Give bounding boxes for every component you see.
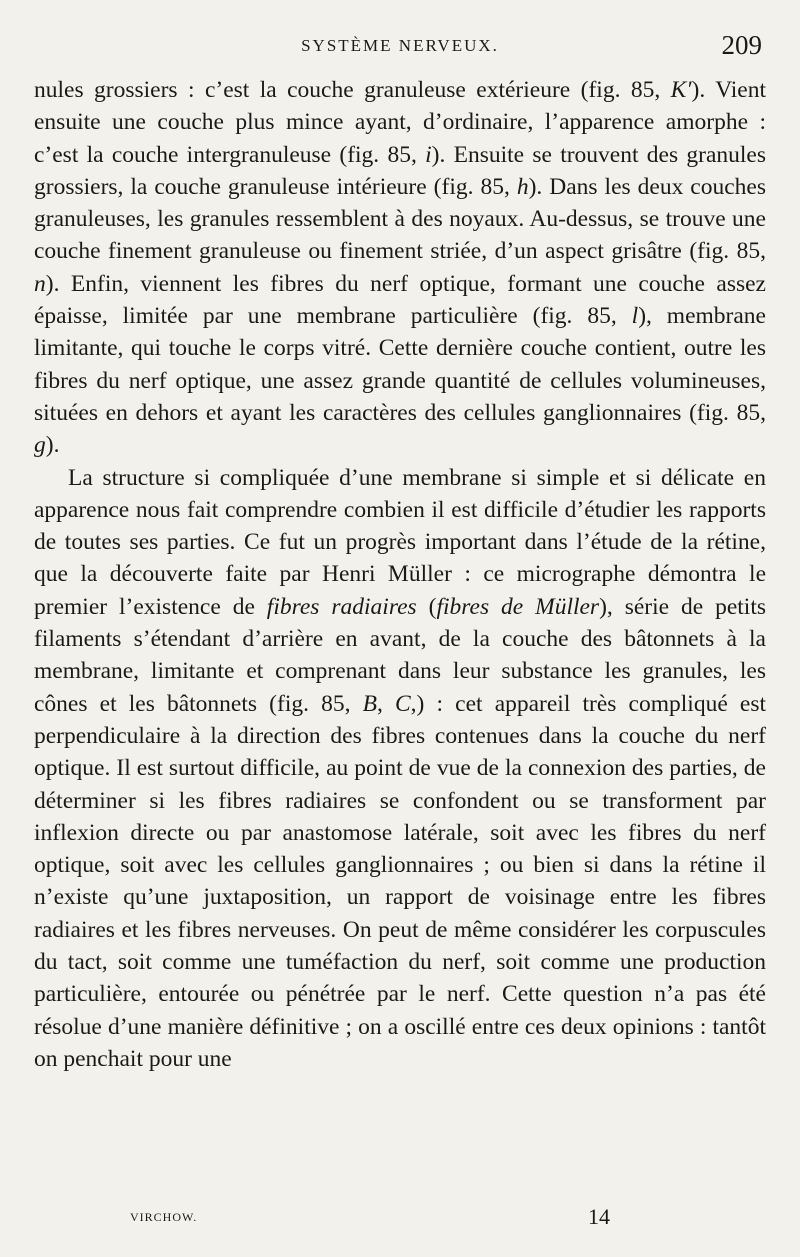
running-head: SYSTÈME NERVEUX. — [301, 36, 499, 55]
sheet-number: 14 — [588, 1204, 610, 1229]
italic-segment: fibres radiaires — [266, 593, 417, 620]
paragraph-2 — [34, 462, 766, 1076]
text-segment: La structure si compliquée d’une membrane si simple et si délicate en apparence nous fait comprendre combien il est difficile d’étudier les rapports de toutes ses parties. Ce fut un progrès important dans l’étude de la rétine, que la découverte faite par Henri Müller : ce micrographe démontra le premier l’existence de — [34, 464, 766, 620]
paragraph-1 — [34, 74, 766, 462]
italic-segment: g — [34, 432, 46, 459]
italic-segment: K′ — [670, 77, 692, 103]
italic-segment: B — [362, 690, 377, 717]
text-segment: ), série de petits filaments s’étendant d’arrière en avant, de la couche des bâtonnets à la membrane, limitante et comprenant dans leur substance les granules, les cônes et les bâtonnets (fig. 85, — [34, 593, 766, 717]
page-number: 209 — [721, 30, 762, 60]
italic-segment: C — [394, 690, 411, 717]
text-segment: ). Vient ensuite une couche plus mince ayant, d’ordinaire, l’apparence amorphe : c’est la couche intergranuleuse (fig. 85, — [34, 77, 766, 168]
signature-mark: VIRCHOW. — [130, 1210, 198, 1224]
text-segment: ). Dans les deux couches granuleuses, les granules ressemblent à des noyaux. Au-dessus, se trouve une couche finement granuleuse ou finement striée, d’un aspect grisâtre (fig. 85, — [34, 173, 766, 265]
text-segment: ). Enfin, viennent les fibres du nerf optique, formant une couche assez épaisse, limitée par une membrane particulière (fig. 85, — [34, 270, 766, 330]
body-text — [34, 74, 766, 1075]
page-footer — [34, 1204, 766, 1234]
text-segment: ). — [45, 432, 60, 459]
text-segment: ), membrane limitante, qui touche le corps vitré. Cette dernière couche contient, outre les fibres du nerf optique, une assez grande quantité de cellules volumineuses, situées en dehors et ayant les caractères des cellules ganglionnaires (fig. 85, — [34, 303, 766, 426]
italic-segment: h — [516, 173, 529, 200]
text-segment: ,) : cet appareil très compliqué est perpendiculaire à la direction des fibres contenues dans la couche du nerf optique. Il est surtout difficile, au point de vue de la connexion des parties, de déterminer si les fibres radiaires se confondent ou se transforment par inflexion directe ou par anastomose latérale, soit avec les fibres du nerf optique, soit avec les cellules ganglionnaires ; ou bien si dans la rétine il n’existe qu’une juxtaposition, un rapport de voisinage entre les fibres radiaires et les fibres nerveuses. On peut de même considérer les corpuscules du tact, soit comme une tuméfaction du nerf, soit comme une production particulière, entourée ou pénétrée par le nerf. Cette question n’a pas été résolue d’une manière définitive ; on a oscillé entre ces deux opinions : tantôt on penchait pour une — [34, 690, 766, 1072]
text-segment: ). Ensuite se trouvent des granules grossiers, la couche granuleuse intérieure (fig. 85, — [34, 141, 766, 200]
page-header — [34, 30, 766, 74]
italic-segment: fibres de Müller — [436, 593, 600, 620]
italic-segment: i — [425, 141, 432, 168]
text-segment: , — [376, 690, 395, 717]
text-segment: ( — [416, 593, 437, 620]
italic-segment: l — [631, 303, 639, 330]
italic-segment: n — [34, 270, 46, 297]
text-segment: nules grossiers : c’est la couche granuleuse extérieure (fig. 85, — [34, 77, 671, 103]
